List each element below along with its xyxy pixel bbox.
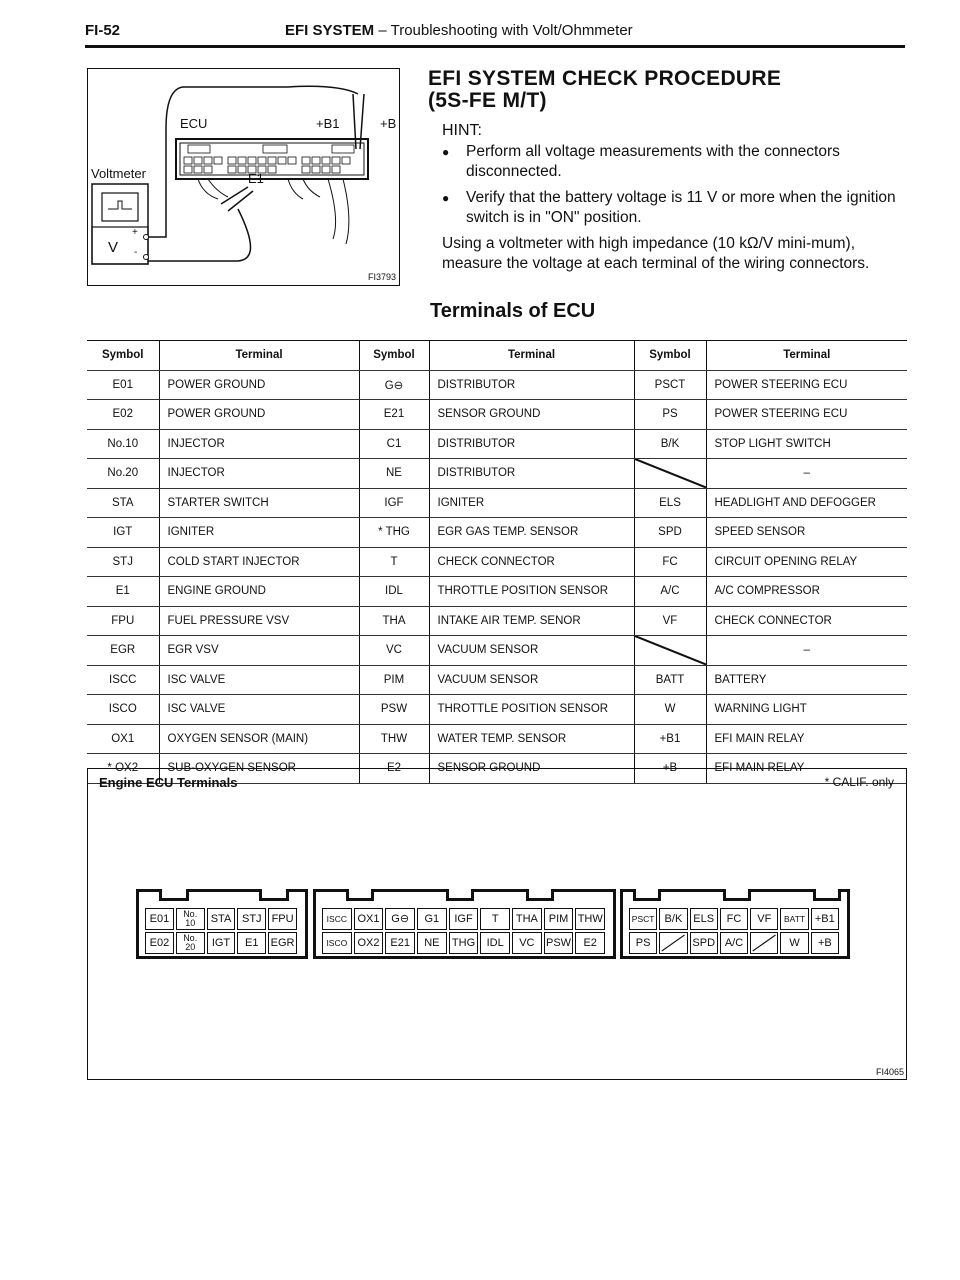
connector-pin: VF xyxy=(750,908,778,930)
terminal-cell: SENSOR GROUND xyxy=(429,754,634,784)
ecu-connector xyxy=(313,889,616,959)
ecu-connector xyxy=(620,889,850,959)
procedure-title-line1: EFI SYSTEM CHECK PROCEDURE xyxy=(428,67,782,90)
connector-pin-row xyxy=(629,908,841,930)
table-row xyxy=(87,695,907,725)
connector-key xyxy=(259,889,289,901)
hint-bullet: ● Perform all voltage measurements with the connectors disconnected. xyxy=(428,142,908,182)
procedure-paragraph: Using a voltmeter with high impedance (10 kΩ/V mini-mum), measure the voltage at each terminal of the wiring connectors. xyxy=(442,235,870,272)
terminal-cell: COLD START INJECTOR xyxy=(159,547,359,577)
connector-pin-row xyxy=(322,908,607,930)
symbol-cell: STA xyxy=(87,488,159,518)
table-row xyxy=(87,488,907,518)
terminal-cell: CHECK CONNECTOR xyxy=(706,606,907,636)
connector-pin: SPD xyxy=(690,932,718,954)
check-procedure xyxy=(428,68,908,274)
figure-id: FI4065 xyxy=(875,1067,904,1077)
terminal-cell: A/C COMPRESSOR xyxy=(706,577,907,607)
terminal-cell: INTAKE AIR TEMP. SENOR xyxy=(429,606,634,636)
connector-pin: OX2 xyxy=(354,932,384,954)
table-row xyxy=(87,547,907,577)
connector-pin: G⊖ xyxy=(385,908,415,930)
connector-key xyxy=(813,889,841,901)
symbol-cell: OX1 xyxy=(87,724,159,754)
procedure-title xyxy=(428,68,908,112)
symbol-cell: BATT xyxy=(634,665,706,695)
symbol-cell: PSCT xyxy=(634,370,706,400)
terminal-cell: DISTRIBUTOR xyxy=(429,429,634,459)
connector-pin-row xyxy=(629,932,841,954)
terminal-cell: INJECTOR xyxy=(159,459,359,489)
symbol-cell: SPD xyxy=(634,518,706,548)
table-row xyxy=(87,665,907,695)
plus-label: + xyxy=(132,227,138,238)
symbol-cell: PIM xyxy=(359,665,429,695)
symbol-cell: NE xyxy=(359,459,429,489)
engine-ecu-terminals-figure xyxy=(87,768,907,1080)
connector-pin: FC xyxy=(720,908,748,930)
connector-pin: E01 xyxy=(145,908,174,930)
connector-pin: E1 xyxy=(237,932,266,954)
connector-pin: THW xyxy=(575,908,605,930)
table-row xyxy=(87,724,907,754)
terminal-cell: WATER TEMP. SENSOR xyxy=(429,724,634,754)
connector-key xyxy=(723,889,751,901)
connector-pin: W xyxy=(780,932,808,954)
connector-pin-empty xyxy=(659,932,687,954)
table-row xyxy=(87,577,907,607)
page-number: FI-52 xyxy=(85,22,121,39)
symbol-cell: A/C xyxy=(634,577,706,607)
terminal-cell: IGNITER xyxy=(429,488,634,518)
connector-key xyxy=(633,889,661,901)
empty-symbol-cell xyxy=(634,636,706,666)
connector-pin: STJ xyxy=(237,908,266,930)
symbol-cell: ISCO xyxy=(87,695,159,725)
connector-pin: IDL xyxy=(480,932,510,954)
connector-pin: VC xyxy=(512,932,542,954)
voltmeter-label: Voltmeter xyxy=(91,166,146,181)
symbol-cell: +B xyxy=(634,754,706,784)
terminal-cell: POWER STEERING ECU xyxy=(706,400,907,430)
terminal-cell: EFI MAIN RELAY xyxy=(706,754,907,784)
symbol-cell: E21 xyxy=(359,400,429,430)
terminal-cell: – xyxy=(706,459,907,489)
terminal-cell: ISC VALVE xyxy=(159,665,359,695)
connector-pin: ISCO xyxy=(322,932,352,954)
terminal-cell: BATTERY xyxy=(706,665,907,695)
figure-id: FI3793 xyxy=(367,272,396,282)
connector-pin: BATT xyxy=(780,908,808,930)
symbol-cell: * OX2 xyxy=(87,754,159,784)
terminal-cell: SENSOR GROUND xyxy=(429,400,634,430)
terminal-cell: OXYGEN SENSOR (MAIN) xyxy=(159,724,359,754)
terminals-table xyxy=(87,340,907,784)
symbol-cell: VF xyxy=(634,606,706,636)
terminal-cell: THROTTLE POSITION SENSOR xyxy=(429,695,634,725)
connector-pin: B/K xyxy=(659,908,687,930)
section-header xyxy=(285,22,633,39)
symbol-cell: W xyxy=(634,695,706,725)
table-row xyxy=(87,606,907,636)
table-row xyxy=(87,429,907,459)
table-row xyxy=(87,370,907,400)
column-header: Symbol xyxy=(634,341,706,371)
terminal-cell: HEADLIGHT AND DEFOGGER xyxy=(706,488,907,518)
connector-pin: THG xyxy=(449,932,479,954)
figure-title: Engine ECU Terminals xyxy=(99,775,238,790)
connector-pin: PSW xyxy=(544,932,574,954)
connector-pin: +B xyxy=(811,932,839,954)
connector-pin: IGT xyxy=(207,932,236,954)
terminal-cell: POWER GROUND xyxy=(159,370,359,400)
connector-pin: OX1 xyxy=(354,908,384,930)
table-row xyxy=(87,518,907,548)
connector-pin: E21 xyxy=(385,932,415,954)
calif-note: * CALIF. only xyxy=(824,775,894,789)
terminal-cell: DISTRIBUTOR xyxy=(429,370,634,400)
ecu-connector xyxy=(136,889,308,959)
procedure-title-line2: (5S-FE M/T) xyxy=(428,89,547,112)
hint-bullet: ● Verify that the battery voltage is 11 V or more when the ignition switch is in "ON" position. xyxy=(428,188,908,228)
connector-pin: A/C xyxy=(720,932,748,954)
connector-pin-row xyxy=(145,932,299,954)
symbol-cell: THW xyxy=(359,724,429,754)
terminal-cell: IGNITER xyxy=(159,518,359,548)
symbol-cell: FPU xyxy=(87,606,159,636)
ecu-label: ECU xyxy=(180,116,208,131)
symbol-cell: G⊖ xyxy=(359,370,429,400)
connector-pin: No. 10 xyxy=(176,908,205,930)
terminal-cell: ENGINE GROUND xyxy=(159,577,359,607)
connector-pin: STA xyxy=(207,908,236,930)
column-header: Terminal xyxy=(159,341,359,371)
connector-pin: PIM xyxy=(544,908,574,930)
symbol-cell: ELS xyxy=(634,488,706,518)
table-header-row xyxy=(87,341,907,371)
connector-pin: +B1 xyxy=(811,908,839,930)
symbol-cell: E01 xyxy=(87,370,159,400)
symbol-cell: E2 xyxy=(359,754,429,784)
connector-pin: E02 xyxy=(145,932,174,954)
column-header: Symbol xyxy=(87,341,159,371)
connector-pin-empty xyxy=(750,932,778,954)
connector-key xyxy=(526,889,554,901)
connector-pin: ISCC xyxy=(322,908,352,930)
hint-label: HINT: xyxy=(442,122,482,139)
symbol-cell: C1 xyxy=(359,429,429,459)
connector-key xyxy=(159,889,189,901)
terminal-cell: EFI MAIN RELAY xyxy=(706,724,907,754)
section-header-rest: – Troubleshooting with Volt/Ohmmeter xyxy=(374,22,633,39)
symbol-cell: PSW xyxy=(359,695,429,725)
b-label: +B xyxy=(380,116,397,131)
connector-pin-row xyxy=(145,908,299,930)
symbol-cell: * THG xyxy=(359,518,429,548)
connector-pin: G1 xyxy=(417,908,447,930)
terminal-cell: SPEED SENSOR xyxy=(706,518,907,548)
table-row xyxy=(87,459,907,489)
symbol-cell: IDL xyxy=(359,577,429,607)
connector-pin-row xyxy=(322,932,607,954)
terminal-cell: WARNING LIGHT xyxy=(706,695,907,725)
voltmeter-diagram xyxy=(87,68,400,286)
connector-pin: EGR xyxy=(268,932,297,954)
connector-pin: FPU xyxy=(268,908,297,930)
connector-pin: IGF xyxy=(449,908,479,930)
symbol-cell: THA xyxy=(359,606,429,636)
symbol-cell: No.10 xyxy=(87,429,159,459)
empty-symbol-cell xyxy=(634,459,706,489)
v-label: V xyxy=(108,239,119,256)
header-rule xyxy=(85,45,905,48)
connector-pin: ELS xyxy=(690,908,718,930)
symbol-cell: E02 xyxy=(87,400,159,430)
symbol-cell: ISCC xyxy=(87,665,159,695)
table-row xyxy=(87,636,907,666)
table-row xyxy=(87,400,907,430)
connector-pin: No. 20 xyxy=(176,932,205,954)
terminal-cell: – xyxy=(706,636,907,666)
symbol-cell: +B1 xyxy=(634,724,706,754)
symbol-cell: No.20 xyxy=(87,459,159,489)
connector-pin: NE xyxy=(417,932,447,954)
connector-key xyxy=(346,889,374,901)
symbol-cell: EGR xyxy=(87,636,159,666)
b1-label: +B1 xyxy=(316,116,340,131)
symbol-cell: E1 xyxy=(87,577,159,607)
terminal-cell: VACUUM SENSOR xyxy=(429,636,634,666)
connector-pin: E2 xyxy=(575,932,605,954)
connector-pin: T xyxy=(480,908,510,930)
connector-pin: PSCT xyxy=(629,908,657,930)
terminal-cell: ISC VALVE xyxy=(159,695,359,725)
terminal-cell: CHECK CONNECTOR xyxy=(429,547,634,577)
column-header: Terminal xyxy=(706,341,907,371)
connector-pin: THA xyxy=(512,908,542,930)
terminals-title: Terminals of ECU xyxy=(430,300,596,322)
symbol-cell: B/K xyxy=(634,429,706,459)
terminal-cell: EGR GAS TEMP. SENSOR xyxy=(429,518,634,548)
terminal-cell: VACUUM SENSOR xyxy=(429,665,634,695)
e1-label: E1 xyxy=(248,171,264,186)
minus-label: - xyxy=(134,247,138,258)
connector-key xyxy=(446,889,474,901)
column-header: Terminal xyxy=(429,341,634,371)
terminal-cell: SUB-OXYGEN SENSOR xyxy=(159,754,359,784)
symbol-cell: STJ xyxy=(87,547,159,577)
terminal-cell: STOP LIGHT SWITCH xyxy=(706,429,907,459)
terminal-cell: INJECTOR xyxy=(159,429,359,459)
symbol-cell: PS xyxy=(634,400,706,430)
terminal-cell: THROTTLE POSITION SENSOR xyxy=(429,577,634,607)
terminal-cell: POWER STEERING ECU xyxy=(706,370,907,400)
terminal-cell: STARTER SWITCH xyxy=(159,488,359,518)
terminal-cell: EGR VSV xyxy=(159,636,359,666)
terminal-cell: DISTRIBUTOR xyxy=(429,459,634,489)
terminal-cell: POWER GROUND xyxy=(159,400,359,430)
connector-pin: PS xyxy=(629,932,657,954)
symbol-cell: VC xyxy=(359,636,429,666)
terminal-cell: CIRCUIT OPENING RELAY xyxy=(706,547,907,577)
symbol-cell: IGT xyxy=(87,518,159,548)
terminal-cell: FUEL PRESSURE VSV xyxy=(159,606,359,636)
section-header-bold: EFI SYSTEM xyxy=(285,22,375,39)
symbol-cell: IGF xyxy=(359,488,429,518)
symbol-cell: T xyxy=(359,547,429,577)
symbol-cell: FC xyxy=(634,547,706,577)
column-header: Symbol xyxy=(359,341,429,371)
